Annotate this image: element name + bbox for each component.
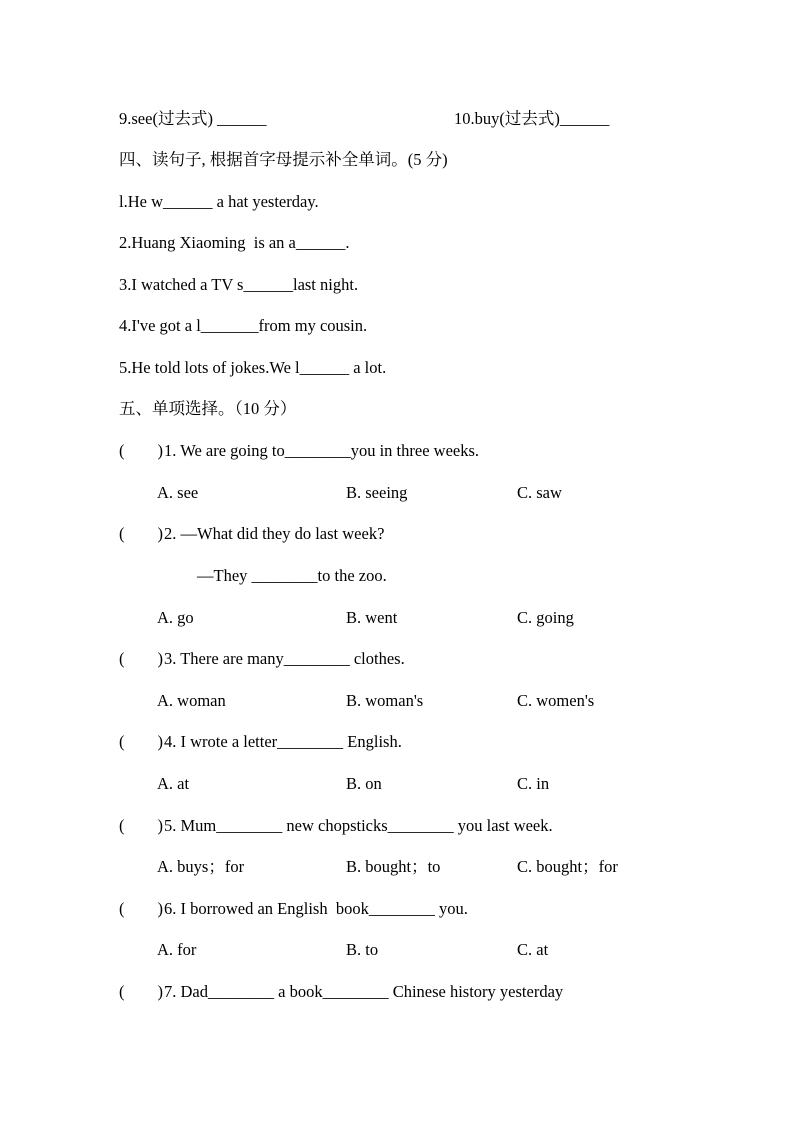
question-7-text: 7. Dad________ a book________ Chinese history yesterday <box>164 982 564 1001</box>
q5-option-c: C. bought；for <box>517 857 618 876</box>
answer-paren-5: ( ) <box>119 816 163 835</box>
answer-paren-7: ( ) <box>119 982 163 1001</box>
q6-option-b: B. to <box>346 940 379 959</box>
part4-item-3: 3.I watched a TV s______last night. <box>119 275 359 294</box>
q3-option-a: A. woman <box>157 691 226 710</box>
question-2-text: 2. —What did they do last week? <box>164 524 385 543</box>
section-4-heading: 四、读句子, 根据首字母提示补全单词。(5 分) <box>119 150 448 169</box>
part4-item-5: 5.He told lots of jokes.We l______ a lot. <box>119 358 387 377</box>
answer-paren-6: ( ) <box>119 899 163 918</box>
question-5-text: 5. Mum________ new chopsticks________ you last week. <box>164 816 553 835</box>
q6-option-a: A. for <box>157 940 197 959</box>
answer-paren-1: ( ) <box>119 441 163 460</box>
q4-option-c: C. in <box>517 774 550 793</box>
answer-paren-3: ( ) <box>119 649 163 668</box>
q1-option-b: B. seeing <box>346 483 408 502</box>
q5-option-b: B. bought；to <box>346 857 441 876</box>
q3-option-c: C. women's <box>517 691 595 710</box>
question-2-answer-line: —They ________to the zoo. <box>197 566 387 585</box>
question-3-text: 3. There are many________ clothes. <box>164 649 405 668</box>
q5-option-a: A. buys；for <box>157 857 245 876</box>
question-4-text: 4. I wrote a letter________ English. <box>164 732 402 751</box>
q1-option-c: C. saw <box>517 483 562 502</box>
q2-option-a: A. go <box>157 608 194 627</box>
question-10: 10.buy(过去式)______ <box>454 109 610 128</box>
q6-option-c: C. at <box>517 940 549 959</box>
q3-option-b: B. woman's <box>346 691 424 710</box>
question-6-text: 6. I borrowed an English book________ you. <box>164 899 468 918</box>
q2-option-b: B. went <box>346 608 398 627</box>
question-1-text: 1. We are going to________you in three weeks. <box>164 441 480 460</box>
answer-paren-4: ( ) <box>119 732 163 751</box>
q4-option-a: A. at <box>157 774 190 793</box>
answer-paren-2: ( ) <box>119 524 163 543</box>
q1-option-a: A. see <box>157 483 199 502</box>
part4-item-4: 4.I've got a l_______from my cousin. <box>119 316 368 335</box>
part4-item-1: l.He w______ a hat yesterday. <box>119 192 319 211</box>
q4-option-b: B. on <box>346 774 382 793</box>
section-5-heading: 五、单项选择。（10 分） <box>119 399 297 418</box>
question-9: 9.see(过去式) ______ <box>119 109 267 128</box>
q2-option-c: C. going <box>517 608 574 627</box>
part4-item-2: 2.Huang Xiaoming is an a______. <box>119 233 350 252</box>
